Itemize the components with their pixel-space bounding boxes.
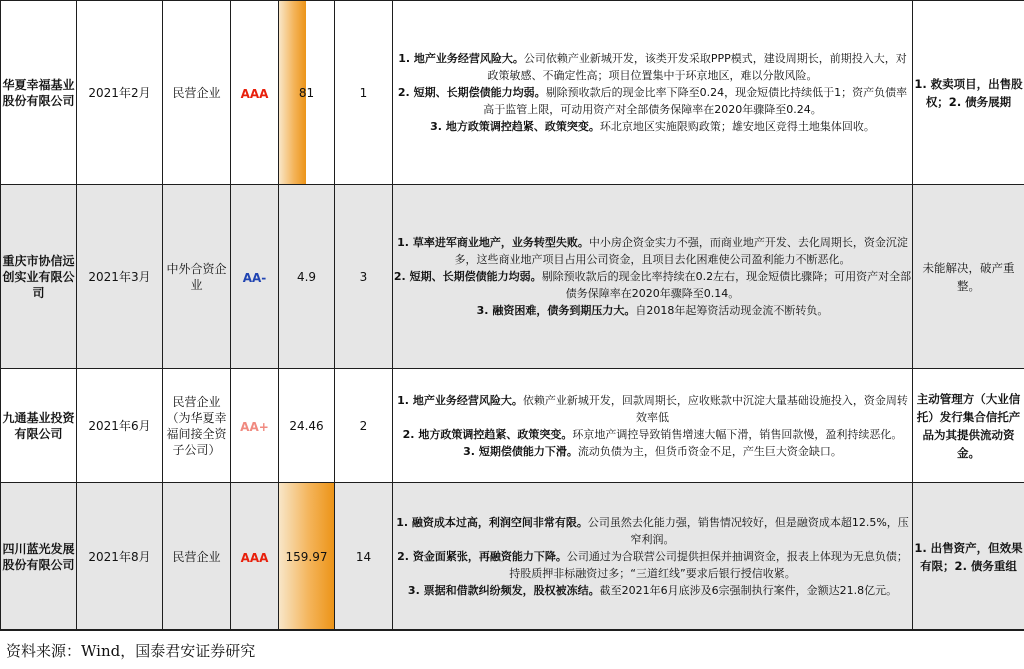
company-name: 九通基业投资有限公司 — [1, 369, 77, 483]
risk-item: 1. 地产业务经营风险大。公司依赖产业新城开发，该类开发采取PPP模式，建设周期长，前期投入大，对政策敏感、不确定性高；项目位置集中于环京地区，难以分散风险。 — [398, 52, 907, 82]
resolution: 1. 救卖项目，出售股权；2. 债务展期 — [913, 1, 1024, 185]
risk-item: 1. 草率进军商业地产，业务转型失败。中小房企资金实力不强，而商业地产开发、去化周期长，资金沉淀多，这些商业地产项目占用公司资金，且项目去化困难使公司盈利能力不断恶化。 — [397, 236, 908, 266]
ratio-value: 24.46 — [289, 418, 324, 433]
default-count: 1 — [335, 1, 393, 185]
default-date: 2021年3月 — [77, 185, 163, 369]
risk-item: 3. 短期偿债能力下滑。流动负债为主，但货币资金不足，产生巨大资金缺口。 — [463, 444, 842, 458]
default-date: 2021年6月 — [77, 369, 163, 483]
enterprise-type: 民营企业（为华夏幸福间接全资子公司） — [163, 369, 231, 483]
rating-cell — [231, 185, 279, 369]
ratio-cell — [279, 1, 335, 185]
risk-item: 2. 短期、长期偿债能力均弱。剔除预收款后的现金比率持续在0.2左右，现金短债比骤降；可用资产对全部债务保障率在2020年骤降至0.14。 — [393, 270, 912, 300]
resolution: 主动管理方（大业信托）发行集合信托产品为其提供流动资金。 — [913, 369, 1024, 483]
rating-cell — [231, 369, 279, 483]
enterprise-type: 中外合资企业 — [163, 185, 231, 369]
resolution: 1. 出售资产，但效果有限；2. 债务重组 — [913, 483, 1024, 631]
table-row — [1, 1, 1024, 185]
risk-item: 1. 融资成本过高，利润空间非常有限。公司虽然去化能力强，销售情况较好，但是融资成本超12.5%，压窄利润。 — [396, 516, 909, 546]
enterprise-type: 民营企业 — [163, 1, 231, 185]
enterprise-type: 民营企业 — [163, 483, 231, 631]
resolution: 未能解决，破产重整。 — [913, 185, 1024, 369]
risk-description — [393, 1, 913, 185]
source-note: 资料来源：Wind，国泰君安证券研究 — [6, 642, 256, 660]
ratio-value: 159.97 — [285, 549, 328, 564]
company-name: 四川蓝光发展股份有限公司 — [1, 483, 77, 631]
risk-description — [393, 483, 913, 631]
credit-rating: AA+ — [240, 420, 269, 434]
ratio-value: 4.9 — [296, 269, 317, 284]
risk-item: 2. 地方政策调控趋紧、政策突变。环京地产调控导致销售增速大幅下滑，销售回款慢，盈利持续恶化。 — [402, 427, 903, 441]
risk-description — [393, 185, 913, 369]
ratio-cell — [279, 483, 335, 631]
risk-item: 3. 融资困难，债务到期压力大。自2018年起筹资活动现金流不断转负。 — [476, 304, 829, 317]
ratio-cell — [279, 185, 335, 369]
risk-description — [393, 369, 913, 483]
default-date: 2021年8月 — [77, 483, 163, 631]
default-count: 3 — [335, 185, 393, 369]
risk-item: 3. 地方政策调控趋紧、政策突变。环北京地区实施限购政策；雄安地区竞得土地集体回收。 — [430, 120, 875, 133]
credit-rating: AAA — [240, 87, 269, 101]
company-name: 重庆市协信远创实业有限公司 — [1, 185, 77, 369]
rating-cell — [231, 483, 279, 631]
footer-divider — [0, 629, 1024, 630]
credit-rating: AAA — [240, 551, 269, 565]
credit-rating: AA- — [242, 271, 267, 285]
default-date: 2021年2月 — [77, 1, 163, 185]
ratio-value: 81 — [298, 85, 315, 100]
risk-item: 1. 地产业务经营风险大。依赖产业新城开发，回款周期长，应收账款中沉淀大量基础设施投入，资金周转效率低 — [397, 393, 908, 424]
ratio-cell — [279, 369, 335, 483]
rating-cell — [231, 1, 279, 185]
risk-item: 2. 资金面紧张，再融资能力下降。公司通过为合联营公司提供担保并抽调资金，报表上体现为无息负债；持股质押非标融资过多；“三道红线”要求后银行授信收紧。 — [397, 550, 908, 580]
risk-item: 2. 短期、长期偿债能力均弱。剔除预收款后的现金比率下降至0.24，现金短债比持续低于1；资产负债率高于监管上限，可动用资产对全部债务保障率在2020年骤降至0.24。 — [397, 86, 908, 116]
default-count: 14 — [335, 483, 393, 631]
risk-item: 3. 票据和借款纠纷频发，股权被冻结。截至2021年6月底涉及6宗强制执行案件，金额达21.8亿元。 — [407, 584, 898, 597]
default-count: 2 — [335, 369, 393, 483]
company-name: 华夏幸福基业股份有限公司 — [1, 1, 77, 185]
table-row — [1, 483, 1024, 631]
table-row — [1, 369, 1024, 483]
table-row — [1, 185, 1024, 369]
